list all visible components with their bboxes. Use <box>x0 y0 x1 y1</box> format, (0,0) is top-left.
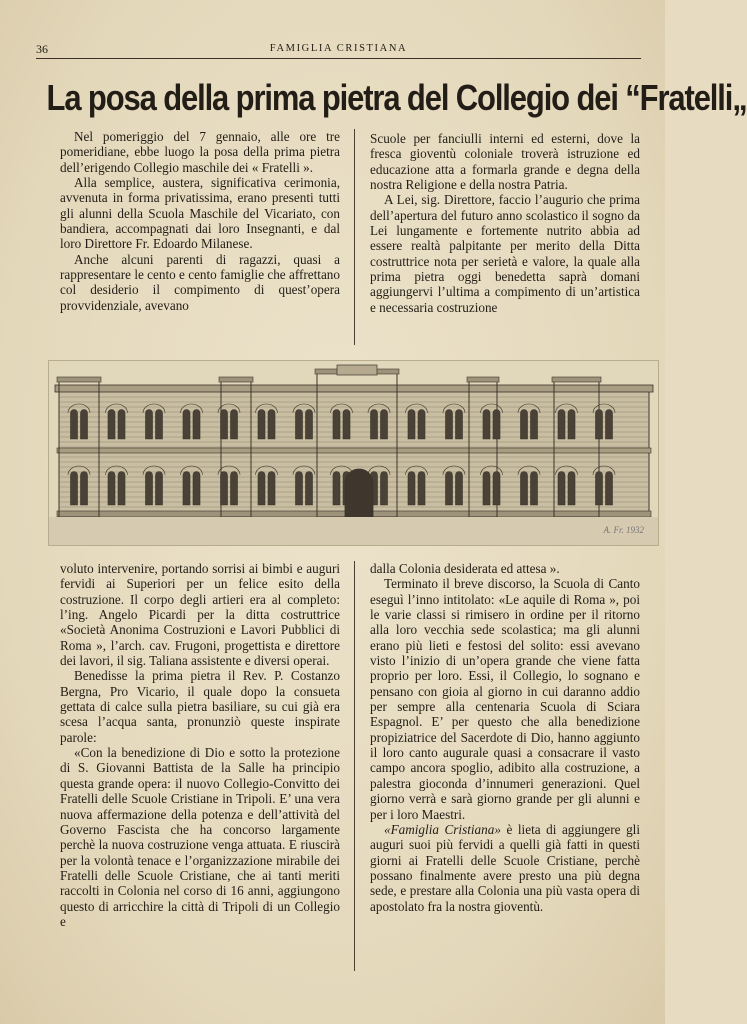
paragraph: Nel pomeriggio del 7 gennaio, alle ore tre pomeridiane, ebbe luogo la posa della prima pietra dell’erigendo Collegio maschile dei « Fratelli ». <box>60 129 340 175</box>
column-divider <box>354 129 355 345</box>
paragraph: dalla Colonia desiderata ed attesa ». <box>370 561 560 576</box>
paragraph-text: è lieta di aggiungere gli auguri suoi più fervidi a quelli già fatti in questi giorni ai Fratelli delle Scuole Cristiane, perchè possano finalmente avere presto una più degna sede, e prestare alla Colonia una più vasta opera di apostolato fra la nostra gioventù. <box>370 821 640 914</box>
paragraph: Terminato il breve discorso, la Scuola di Canto eseguì l’inno intitolato: «Le aquile di Roma », poi le varie classi si rimisero in ordine per il ritorno alla loro vecchia sede scolastica; ma gli alunni erano più lieti e festosi del solito: essi avevano visto l’inizio di un’opera grande che viene fatta proprio per loro. Essi, il Collegio, lo sognano e pensano con gioia al giorno in cui daranno addio per sempre alla centenaria Scuola di Sciara Espagnol. E’ per questo che alla benedizione propiziatrice del Sacerdote di Dio, hanno aggiunto il loro canto augurale quasi a consacrare il vasto campo ancora spoglio, adibito alla costruzione, a palestra gioconda d’innumeri generazioni. Quel giorno verrà e sarà giorno grande per gli alunni e per i loro Maestri. <box>370 576 640 822</box>
article-title: La posa della prima pietra del Collegio dei “Fratelli„ <box>46 77 747 118</box>
building-illustration <box>48 360 659 546</box>
paragraph: Anche alcuni parenti di ragazzi, quasi a rappresentare le cento e cento famiglie che affrettano col desiderio il compimento di quest’opera provvidenziale, avevano <box>60 251 340 313</box>
column-top-left <box>60 129 340 351</box>
paragraph <box>370 822 640 914</box>
header-rule <box>36 58 641 59</box>
paragraph: A Lei, sig. Direttore, faccio l’augurio che prima dell’apertura del futuro anno scolastico il sogno da Lei lungamente e fortemente nutrito abbia ad essere realtà palpitante per merito della Ditta costruttrice nota per serietà e valore, la quale alla prima pietra oggi benedetta saprà domani aggiungervi l’ultima a compimento di un’artistica e necessaria costruzione <box>370 192 640 315</box>
paragraph: voluto intervenire, portando sorrisi ai bimbi e auguri fervidi ai Superiori per un felice esito della costruzione. Il corpo degli artieri era al completo: l’ing. Angelo Picardi per la ditta costruttrice «Società Anonima Costruzioni e Lavori Pubblici di Roma », l’arch. cav. Frugoni, progettista e direttore dei lavori, il sig. Taliana assistente e diversi operai. <box>60 561 340 669</box>
page-header <box>36 42 641 58</box>
page-number: 36 <box>36 42 48 56</box>
masthead: FAMIGLIA CRISTIANA <box>269 43 408 54</box>
paragraph: Benedisse la prima pietra il Rev. P. Costanzo Bergna, Pro Vicario, il quale dopo la consueta gettata di calce sulla pietra basiliare, su cui già era scesa l’acqua santa, pronunziò queste inspirate parole: <box>60 668 340 745</box>
paragraph: Alla semplice, austera, significativa cerimonia, avvenuta in forma privatissima, erano presenti tutti gli alunni della Scuola Maschile del Vicariato, con bandiera, accompagnati dai loro Insegnanti, e dal loro Direttore Fr. Edoardo Milanese. <box>60 175 340 252</box>
paragraph: «Con la benedizione di Dio e sotto la protezione di S. Giovanni Battista de la Salle ha principio questa grande opera: il nuovo Collegio-Convitto dei Fratelli delle Scuole Cristiane in Tripoli. E’ una vera nuova affermazione della potenza e dell’attività del Governo Fascista che ha concorso largamente perchè la nuova costruzione venga attuata. E riuscirà per la volontà tenace e l’organizzazione mirabile dei Fratelli delle Scuole Cristiane, che ai tanti meriti raccolti in Colonia nel corso di 16 anni, aggiungono questo di arricchire la città di Tripoli di un Collegio e <box>60 745 340 929</box>
column-bottom-left <box>60 561 340 981</box>
column-divider <box>354 561 355 971</box>
artist-signature: A. Fr. 1932 <box>603 525 644 535</box>
magazine-name: «Famiglia Cristiana» <box>384 821 501 837</box>
paragraph: Scuole per fanciulli interni ed esterni, dove la fresca gioventù coloniale troverà istruzione ed educazione atta a formarla grande e degna della nostra Religione e della nostra Patria. <box>370 131 640 193</box>
column-top-right <box>370 131 640 351</box>
building-facade-drawing <box>49 361 658 545</box>
column-bottom-right <box>370 561 640 981</box>
